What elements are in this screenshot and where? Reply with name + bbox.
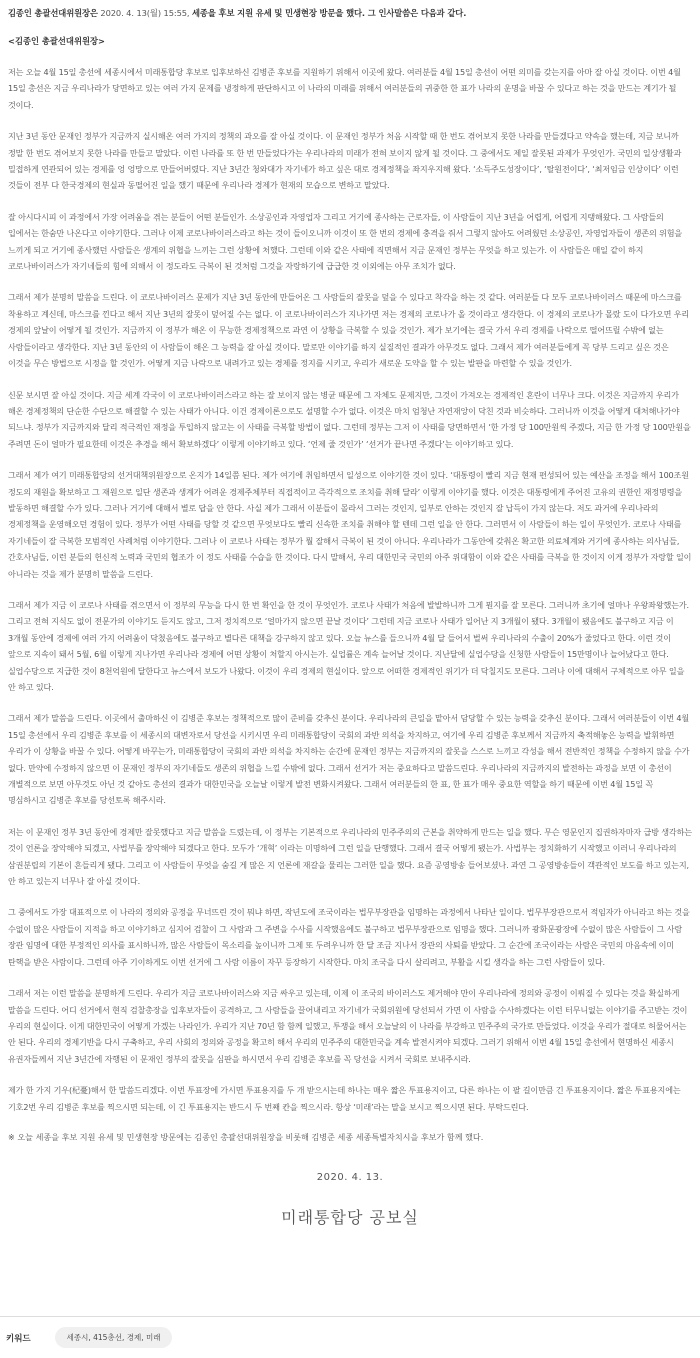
- speech-paragraph: 잘 아시다시피 이 과정에서 가장 어려움을 겪는 분들이 어떤 분들인가. 소상공인과 자영업자 그리고 거기에 종사하는 근로자들, 이 사람들이 지난 3년을 어렵게, 어렵게 지탱해왔다. 그 사람들의 입에서는 한숨만 나온다고 이야기한다. 그러나 이제 코로나바이러스라고 하는 것이 들이오니까 이것이 또 한 번의 경제에 충격을 줘서 그렇지 않아도 어려웠던 소상공인, 자영업자들이 생존의 위험을 느끼게 되고 거기에 종사했던 사람들은 생계의 위협을 느끼는 그런 상황에 처했다. 그런데 이와 같은 사태에 직면해서 지금 문재인 정부는 무엇을 하고 있는가. 이 사람들은 매일 같이 하지 코로나바이러스가 자기네들의 힘에 의해서 이 정도라도 극복이 된 것처럼 그것을 자랑하기에 급급한 것 이외에는 아무 조치가 없다.: [8, 211, 683, 272]
- release-date: 2020. 4. 13.: [316, 1171, 384, 1183]
- intro-line: [8, 6, 692, 20]
- intro-lead: 김종인 총괄선대위원장은: [8, 8, 98, 18]
- intro-datetime: 2020. 4. 13(월) 15:55,: [97, 8, 193, 18]
- keyword-tag[interactable]: 세종시, 415총선, 경제, 미래: [55, 1327, 173, 1348]
- speech-paragraph: 그 중에서도 가장 대표적으로 이 나라의 정의와 공정을 무너뜨린 것이 뭐냐 하면, 작년도에 조국이라는 법무부장관을 임명하는 과정에서 나타난 일이다. 법무부장관으로서 적임자가 아니라고 하는 것을 수없이 많은 사람들이 지적을 하고 이야기하고 심지어 검찰이 그 사람과 그 주변을 수사를 시작했음에도 불구하고 법무부장관으로 임명을 했다. 그러니까 광화문광장에 수없이 많은 사람들이 그 사람 장관 임명에 대한 부정적인 의사를 표시하니까, 많은 사람들이 목소리를 높이니까 그제 또 두려우니까 한 달 조금 지나서 장관의 사퇴를 받았다. 그 순간에 조국이라는 사람은 국민의 마음속에 이미 탄핵을 받은 사람이다. 그런데 아주 기이하게도 이번 선거에 그 사람 이름이 자꾸 등장하기 시작한다. 마치 조국을 다시 살리려고, 부활을 시킬 생각을 하는 그런 사람들이 있다.: [8, 907, 690, 967]
- speech-paragraph: 그래서 제가 말씀을 드린다. 이곳에서 출마하신 이 김병준 후보는 정책적으로 많이 준비를 갖추신 분이다. 우리나라의 큰일을 맡아서 담당할 수 있는 능력을 갖추신 분이다. 그래서 여러분들이 이번 4월 15일 총선에서 우리 김병준 후보를 이 세종시의 대변자로서 당선을 시키시면 우리 미래통합당이 국회의 과반 의석을 차지하고, 여기에 우리 김병준 후보께서 지금까지 축적해놓은 능력을 발휘하면 우리가 이 상황을 바꿀 수 있다. 어떻게 바꾸는가, 미래통합당이 국회의 과반 의석을 차지하는 순간에 문재인 정부는 지금까지의 잘못을 스스로 느끼고 각성을 해서 전반적인 정책을 수정하지 않을 수가 없다. 만약에 수정하지 않으면 이 문재인 정부의 자기네들도 생존의 위협을 느낄 수밖에 없다. 그래서 선거가 저는 중요하다고 말씀드린다. 우리나라의 지금까지의 발전하는 과정을 보면 이 총선이 개별적으로 보면 아무것도 아닌 것 같아도 총선의 결과가 대한민국을 오늘날 이렇게 발전 변화시켜왔다. 그래서 여러분들의 한 표, 한 표가 매우 중요한 역할을 하기 때문에 이번 4월 15일 꼭 명심하시고 김병준 후보를 당선토록 해주시라.: [8, 713, 690, 806]
- attendance-note: ※ 오늘 세종을 후보 지원 유세 및 민생현장 방문에는 김종인 총괄선대위원장을 비롯해 김병준 세종 세종특별자치시을 후보가 함께 했다.: [8, 1131, 484, 1142]
- speech-paragraph: 그래서 제가 여기 미래통합당의 선거대책위원장으로 온지가 14일쯤 된다. 제가 여기에 취임하면서 일성으로 이야기한 것이 있다. ‘대통령이 빨리 지금 현재 편성되어 있는 예산을 조정을 해서 100조원 정도의 재원을 확보하고 그 재원으로 일단 생존과 생계가 어려운 경제주체부터 직접적이고 즉각적으로 조치를 취해 달라’ 이렇게 이야기를 했다. 이것은 대통령에게 주어진 고유의 권한인 재정명령을 발동하면 해결할 수가 있다. 그러나 거기에 대해서 별로 답을 안 한다. 사실 제가 그래서 이분들이 몰라서 그러는 것인지, 일부로 안하는 것인지 잘 납득이 가지 않는다. 저도 과거에 우리나라의 경제정책을 운영해오던 경험이 있다. 정부가 어떤 사태를 당할 것 같으면 무엇보다도 빨리 신속한 조치를 취해야 할 텐데 그런 일을 안 한다. 그러면서 이 사람들이 하는 일이 무엇인가. 코로나 사태를 자기네들이 잘 극복한 모범적인 사례처럼 이야기한다. 그러나 이 코로나 사태는 정부가 뭘 잘해서 극복이 된 것이 아니다. 우리나라가 그동안에 갖춰온 확고한 의료체계와 거기에 종사하는 의사님들, 간호사님들, 이런 분들의 헌신적 노력과 국민의 협조가 이 정도 사태를 수습을 한 것이다. 다시 말해서, 우리 대한민국 국민의 아주 위대함이 이와 같은 사태를 극복을 한 것이지 이게 정부가 자랑할 일이 아니라는 것을 제가 분명히 말씀을 드린다.: [8, 470, 692, 579]
- speaker-heading: <김종인 총괄선대위원장>: [8, 36, 105, 46]
- speech-paragraph: 제가 한 가지 기우(杞憂)해서 한 말씀드리겠다. 이번 투표장에 가시면 투표용지를 두 개 받으시는데 하나는 매우 짧은 투표용지이고, 다른 하나는 이 팔 길이만큼 긴 투표용지이다. 짧은 투표용지에는 기호2번 우리 김병준 후보를 찍으시면 되는데, 이 긴 투표용지는 반드시 두 번째 칸을 찍으시라. 항상 ‘미래’라는 말을 보시고 찍으시면 된다. 부탁드린다.: [8, 1085, 681, 1112]
- speech-paragraph: 저는 이 문재인 정부 3년 동안에 경제만 잘못했다고 지금 말씀을 드렸는데, 이 정부는 기본적으로 우리나라의 민주주의의 근본을 취약하게 만드는 일을 했다. 무슨 영문인지 집권하자마자 급방 생각하는 것이 언론을 장악해야 되겠고, 사법부를 장악해야 되겠다고 한다. 모두가 ‘개혁’ 이라는 미명하에 그런 일을 단행했다. 그래서 결국 어떻게 됐는가. 사법부는 정치화하기 시작했고 이러니 우리나라의 삼권분립의 기본이 흔들리게 됐다. 그리고 이 사람들이 무엇을 숨길 게 많은 지 언론에 재갈을 물리는 그러한 일을 했다. 요즘 공영방송 들어보셨나. 과연 그 공영방송들이 객관적인 보도를 하고 있는지, 안 하고 있는지 너무나 잘 아실 것이다.: [8, 826, 692, 887]
- intro-summary: 세종을 후보 지원 유세 및 민생현장 방문을 했다. 그 인사말씀은 다음과 같다.: [192, 8, 467, 18]
- speech-paragraph: 저는 오늘 4월 15일 총선에 세종시에서 미래통합당 후보로 입후보하신 김병준 후보를 지원하기 위해서 이곳에 왔다. 여러분들 4월 15일 총선이 어떤 의미를 갖는지를 아마 잘 아실 것이다. 이번 4월 15일 총선은 지금 우리나라가 당면하고 있는 여러 가지 문제를 냉정하게 판단하시고 이 나라의 미래를 위해서 여러분들의 귀중한 한 표가 나라의 운명을 바꿀 수 있다고 하는 것을 만드는 계기가 될 것이다.: [8, 67, 681, 110]
- keyword-footer: [0, 1316, 700, 1358]
- issuing-organization: 미래통합당 공보실: [281, 1207, 419, 1227]
- keywords-label: 키워드: [6, 1333, 31, 1344]
- speech-paragraph: 지난 3년 동안 문재인 정부가 지금까지 실시해온 여러 가지의 정책의 과오를 잘 아실 것이다. 이 문재인 정부가 처음 시작할 때 한 번도 겪어보지 못한 나라를 만들겠다고 약속을 했는데, 지금 보니까 정말 한 번도 겪어보지 못한 나라를 만들고 말았다. 이런 나라를 또 한 번 만들었다가는 우리나라의 미래가 전혀 보이지 않게 될 것이다. 그 중에서도 제일 잘못된 과제가 무엇인가. 국민의 일상생활과 밀접하게 연관되어 있는 경제를 엉 엉망으로 만들어버렸다. 지난 3년간 청와대가 자기네가 하고 싶은 대로 경제정책을 좌지우지해 왔다. ‘소득주도성장이다’, ‘탈원전이다’, ‘최저임금 인상이다’ 이런 것들이 전부 다 한국경제의 현실과 동떨어진 일을 했기 때문에 우리나라 경제가 현재의 모습으로 변하고 말았다.: [8, 131, 682, 191]
- speech-paragraph: 그래서 제가 지금 이 코로나 사태를 겪으면서 이 정부의 무능을 다시 한 번 확인을 한 것이 무엇인가. 코로나 사태가 처음에 발발하니까 그게 뭔지를 잘 모른다. 그러니까 초기에 얼마나 우왕좌왕했는가. 그리고 전혀 지식도 없이 전문가의 이야기도 듣지도 않고, 그저 정치적으로 ‘얼마가지 않으면 끝날 것이다’ 그런데 지금 코로나 사태가 일어난 지 3개월이 됐다. 3개월이 됐음에도 불구하고 지금 이 3개월 동안에 경제에 여러 가지 어려움이 닥쳤음에도 불구하고 별다른 대책을 강구하지 않고 있다. 오늘 뉴스를 들으니까 4월 달 들어서 벌써 우리나라의 수출이 20%가 줄었다고 한다. 이런 것이 앞으로 지속이 돼서 5월, 6월 이렇게 지나가면 우리나라 경제에 어떤 상황이 처할지 아시는가. 실업률은 계속 늘어날 것이다. 지난달에 실업수당을 신청한 사람들이 15만명이나 늘어났다고 한다. 실업수당으로 지급한 것이 8천억원에 달한다고 뉴스에서 보도가 나왔다. 이것이 우리 경제의 현실이다. 앞으로 어떠한 경제적인 위기가 더 닥칠지도 모른다. 그러나 이에 대해서 구체적으로 아무 일을 안 하고 있다.: [8, 599, 689, 692]
- speech-paragraph: 신문 보시면 잘 아실 것이다. 지금 세계 각국이 이 코로나바이러스라고 하는 잘 보이지 않는 병균 때문에 그 자체도 문제지만, 그것이 가져오는 경제적인 혼란이 너무나 크다. 이것은 지금까지 우리가 해온 경제정책의 단순한 수단으로 해결할 수 있는 사태가 아니다. 이건 경제이론으로도 설명할 수가 없다. 이것은 마치 엄청난 자연재앙이 닥친 것과 비슷하다. 그러니까 이것을 어떻게 대처해나가야 되느냐. 정부가 지금까지와 달리 적극적인 재정을 투입하지 않고는 이 사태를 극복할 방법이 없다. 그런데 정부는 그저 이 사태를 당면하면서 ‘한 가정 당 100만원씩 주겠다, 지금 한 가정 당 100만원을 주려면 돈이 얼마가 필요한데 이것은 추경을 해서 확보하겠다’ 이렇게 이야기하고 있다. ‘언제 줄 것인가’ ‘선거가 끝나면 주겠다’는 이야기하고 있다.: [8, 389, 691, 449]
- speech-paragraph: 그래서 저는 이런 말씀을 분명하게 드린다. 우리가 지금 코로나바이러스와 지금 싸우고 있는데, 이제 이 조국의 바이러스도 제거해야 만이 우리나라에 정의와 공정이 이뤄질 수 있다는 것을 확실하게 말씀을 드린다. 어디 선거에서 현직 검찰총장을 입후보자들이 공격하고, 그 사람들을 끌어내리고 자기네가 국회위원에 당선되서 가면 이 사람을 수사하겠다는 이런 터무니없는 이야기를 주고받는 것이 우리의 현실이다. 이게 대한민국이 어떻게 가겠는 나라인가. 우리가 지난 70년 함 함께 일했고, 투쟁을 해서 오늘날의 이 나라를 부강하고 민주주의 국가로 만들었다. 이것을 우리가 절대로 허물어서는 안 된다. 우리의 경제기반을 다시 구축하고, 우리 사회의 정의와 공정을 확고히 해서 우리의 민주주의 대한민국을 계속 발전시켜야 되겠다. 그러기 위해서 이번 4월 15일 총선에서 현명하신 세종시 유권자들께서 지난 3년간에 자행된 이 문재인 정부의 잘못을 심판을 하시면서 우리 김병준 후보를 꼭 당선을 시켜서 국회로 보내주시라.: [8, 988, 688, 1064]
- speech-paragraph: 그래서 제가 분명히 말씀을 드린다. 이 코로나바이러스 문제가 지난 3년 동안에 만들어온 그 사람들의 잘못을 덮을 수 있다고 착각을 하는 것 같다. 여러분들 다 모두 코로나바이러스 때문에 마스크를 착용하고 계신데, 마스크를 낀다고 해서 지난 3년의 잘못이 덮어질 수는 없다. 이 코로나바이러스가 지나가면 저는 경제의 코로나가 올 것이라고 생각한다. 이 경제의 코로나가 몰랐 도이 다가오면 우리 경제의 앞날이 어떻게 될 것인가. 지금까지 이 정부가 해온 이 무능한 경제정책으로 과연 이 상황을 극복할 수 있을 것인가. 제가 보기에는 결국 가서 우리 경제를 나락으로 떨어뜨릴 수밖에 없는 사람들이라고 생각한다. 지난 3년 동안의 이 사람들이 해온 그 능력을 잘 아실 것이다. 말로만 이야기를 하지 실질적인 결과가 아무것도 없다. 그래서 제가 여러분들에게 꼭 당부 드리고 싶은 것은 이것을 무슨 방법으로 시정을 할 것인가. 어떻게 지금 나락으로 내려가고 있는 경제를 정지를 시키고, 우리가 새로운 도약을 할 수 있는 발판을 마련할 수 있을 것인가.: [8, 292, 690, 369]
